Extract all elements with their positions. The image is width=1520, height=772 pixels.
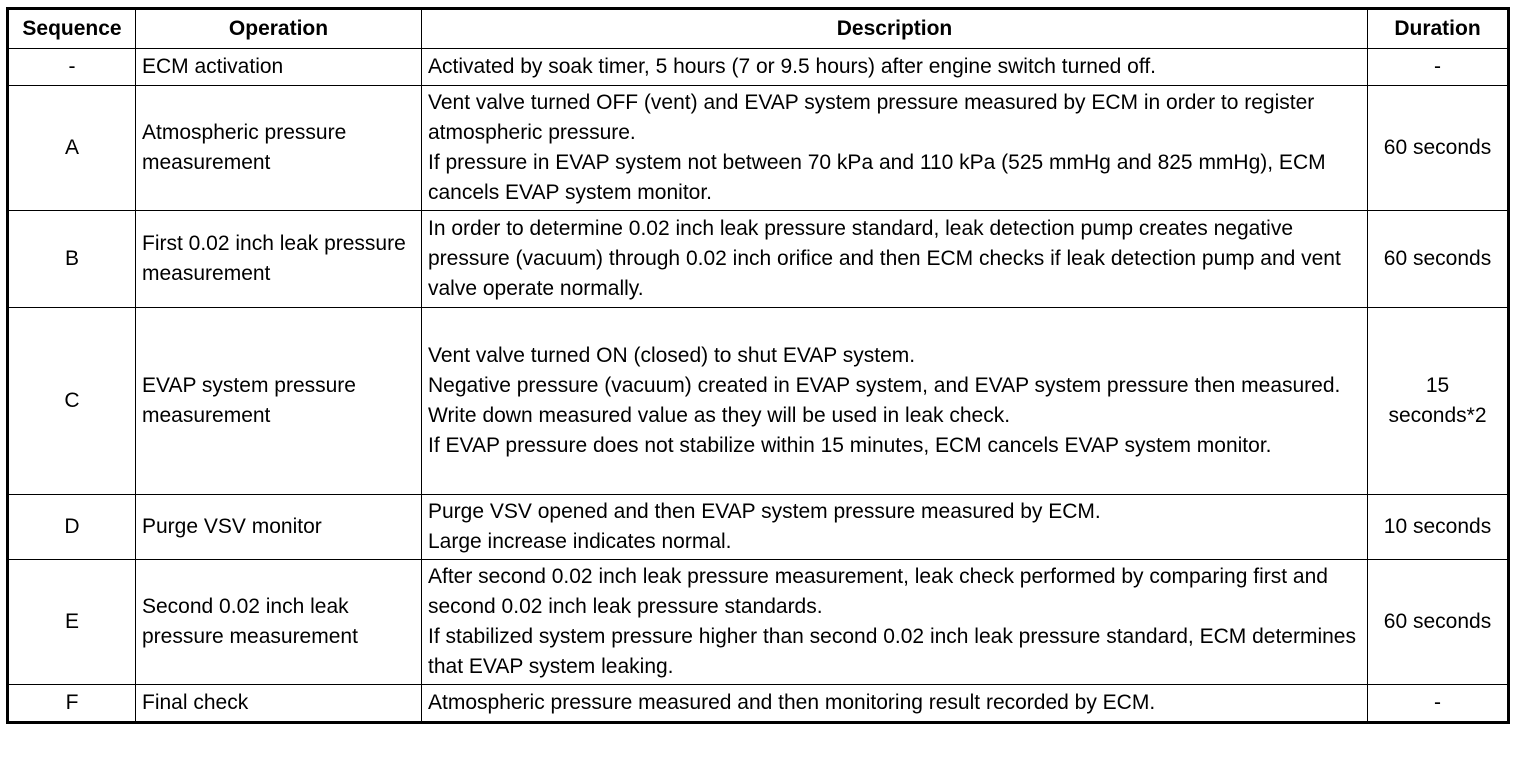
duration-cell: 60 seconds bbox=[1368, 211, 1509, 308]
table-row bbox=[8, 86, 1509, 211]
operation-cell: First 0.02 inch leak pressure measurement bbox=[136, 211, 422, 308]
operation-cell: Purge VSV monitor bbox=[136, 495, 422, 560]
description-cell bbox=[422, 211, 1368, 308]
header-operation: Operation bbox=[136, 9, 422, 49]
description-line: Vent valve turned ON (closed) to shut EVAP system. bbox=[428, 344, 916, 367]
sequence-cell: E bbox=[8, 560, 136, 685]
header-duration: Duration bbox=[1368, 9, 1509, 49]
sequence-cell: F bbox=[8, 685, 136, 723]
description-cell bbox=[422, 308, 1368, 495]
description-line: Write down measured value as they will be used in leak check. bbox=[428, 404, 1011, 427]
table-row bbox=[8, 495, 1509, 560]
table-row bbox=[8, 308, 1509, 495]
header-row bbox=[8, 9, 1509, 49]
description-line: Purge VSV opened and then EVAP system pressure measured by ECM. bbox=[428, 500, 1101, 523]
sequence-cell: B bbox=[8, 211, 136, 308]
description-line: If pressure in EVAP system not between 70 kPa and 110 kPa (525 mmHg and 825 mmHg), ECM cancels EVAP system monitor. bbox=[428, 151, 1326, 204]
description-cell bbox=[422, 685, 1368, 723]
sequence-cell: C bbox=[8, 308, 136, 495]
description-cell bbox=[422, 86, 1368, 211]
description-cell bbox=[422, 49, 1368, 86]
description-line: If EVAP pressure does not stabilize within 15 minutes, ECM cancels EVAP system monitor. bbox=[428, 434, 1272, 457]
evap-monitor-table bbox=[6, 7, 1510, 724]
description-line: Large increase indicates normal. bbox=[428, 530, 732, 553]
operation-cell: ECM activation bbox=[136, 49, 422, 86]
table-row bbox=[8, 560, 1509, 685]
sequence-cell: - bbox=[8, 49, 136, 86]
sequence-cell: D bbox=[8, 495, 136, 560]
description-line: Vent valve turned OFF (vent) and EVAP system pressure measured by ECM in order to register atmospheric pressure. bbox=[428, 91, 1315, 144]
table-row bbox=[8, 211, 1509, 308]
header-description: Description bbox=[422, 9, 1368, 49]
description-line: In order to determine 0.02 inch leak pressure standard, leak detection pump creates negative pressure (vacuum) through 0.02 inch orifice and then ECM checks if leak detection pump and vent valve operate normally. bbox=[428, 217, 1341, 300]
table-row bbox=[8, 49, 1509, 86]
description-line: Negative pressure (vacuum) created in EVAP system, and EVAP system pressure then measured. bbox=[428, 374, 1341, 397]
operation-cell: EVAP system pressure measurement bbox=[136, 308, 422, 495]
duration-cell: - bbox=[1368, 685, 1509, 723]
description-line: If stabilized system pressure higher than second 0.02 inch leak pressure standard, ECM determines that EVAP system leaking. bbox=[428, 625, 1356, 678]
operation-cell: Second 0.02 inch leak pressure measurement bbox=[136, 560, 422, 685]
description-line: Atmospheric pressure measured and then monitoring result recorded by ECM. bbox=[428, 691, 1156, 714]
duration-cell: 60 seconds bbox=[1368, 560, 1509, 685]
operation-cell: Atmospheric pressure measurement bbox=[136, 86, 422, 211]
duration-cell: - bbox=[1368, 49, 1509, 86]
sequence-cell: A bbox=[8, 86, 136, 211]
description-line: After second 0.02 inch leak pressure measurement, leak check performed by comparing first and second 0.02 inch leak pressure standards. bbox=[428, 565, 1328, 618]
description-cell bbox=[422, 560, 1368, 685]
description-cell bbox=[422, 495, 1368, 560]
description-line: Activated by soak timer, 5 hours (7 or 9.5 hours) after engine switch turned off. bbox=[428, 55, 1156, 78]
header-sequence: Sequence bbox=[8, 9, 136, 49]
table-body bbox=[8, 49, 1509, 723]
duration-cell: 60 seconds bbox=[1368, 86, 1509, 211]
duration-cell: 10 seconds bbox=[1368, 495, 1509, 560]
table-row bbox=[8, 685, 1509, 723]
duration-cell: 15 seconds*2 bbox=[1368, 308, 1509, 495]
table-header bbox=[8, 9, 1509, 49]
operation-cell: Final check bbox=[136, 685, 422, 723]
